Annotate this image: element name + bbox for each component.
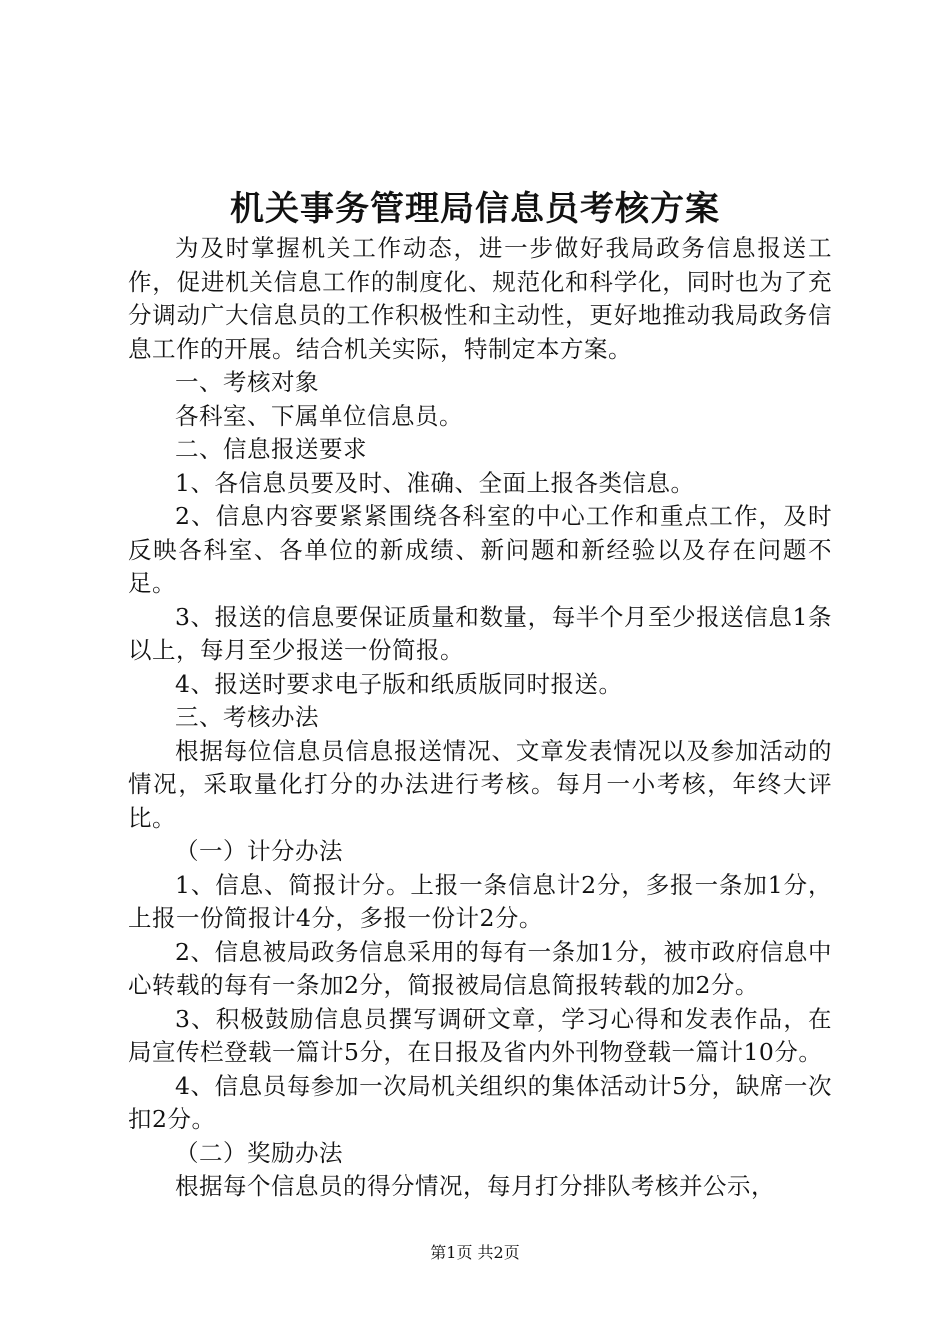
paragraph-scoring-2: 2、信息被局政务信息采用的每有一条加1分，被市政府信息中心转载的每有一条加2分，简报被局信息简报转载的加2分。 xyxy=(128,937,832,999)
paragraph-intro: 为及时掌握机关工作动态，进一步做好我局政务信息报送工作，促进机关信息工作的制度化、规范化和科学化，同时也为了充分调动广大信息员的工作积极性和主动性，更好地推动我局政务信息工作的开展。结合机关实际，特制定本方案。 xyxy=(128,234,832,363)
paragraph-scoring-1: 1、信息、简报计分。上报一条信息计2分，多报一条加1分，上报一份简报计4分，多报一份计2分。 xyxy=(128,870,832,932)
document-title: 机关事务管理局信息员考核方案 xyxy=(230,189,720,229)
page-number-footer: 第1页 共2页 xyxy=(430,1243,520,1262)
paragraph-reward-method: 根据每个信息员的得分情况，每月打分排队考核并公示， xyxy=(175,1172,775,1200)
paragraph-requirement-1: 1、各信息员要及时、准确、全面上报各类信息。 xyxy=(175,468,695,497)
heading-reporting-requirements: 二、信息报送要求 xyxy=(175,435,367,463)
subheading-reward-method: （二）奖励办法 xyxy=(175,1138,343,1167)
paragraph-scoring-3: 3、积极鼓励信息员撰写调研文章，学习心得和发表作品，在局宣传栏登载一篇计5分，在日报及省内外刊物登载一篇计10分。 xyxy=(128,1004,832,1066)
subheading-scoring-method: （一）计分办法 xyxy=(175,837,343,865)
paragraph-requirement-3: 3、报送的信息要保证质量和数量，每半个月至少报送信息1条以上，每月至少报送一份简报。 xyxy=(128,602,832,664)
paragraph-assessment-target: 各科室、下属单位信息员。 xyxy=(175,401,463,430)
paragraph-scoring-4: 4、信息员每参加一次局机关组织的集体活动计5分，缺席一次扣2分。 xyxy=(128,1071,832,1133)
heading-assessment-method: 三、考核办法 xyxy=(175,703,319,731)
paragraph-requirement-4: 4、报送时要求电子版和纸质版同时报送。 xyxy=(175,669,623,698)
document-body xyxy=(128,232,832,1204)
paragraph-assessment-method: 根据每位信息员信息报送情况、文章发表情况以及参加活动的情况，采取量化打分的办法进行考核。每月一小考核，年终大评比。 xyxy=(128,736,832,832)
heading-assessment-target: 一、考核对象 xyxy=(175,368,319,396)
paragraph-requirement-2: 2、信息内容要紧紧围绕各科室的中心工作和重点工作，及时反映各科室、各单位的新成绩、新问题和新经验以及存在问题不足。 xyxy=(128,502,832,597)
